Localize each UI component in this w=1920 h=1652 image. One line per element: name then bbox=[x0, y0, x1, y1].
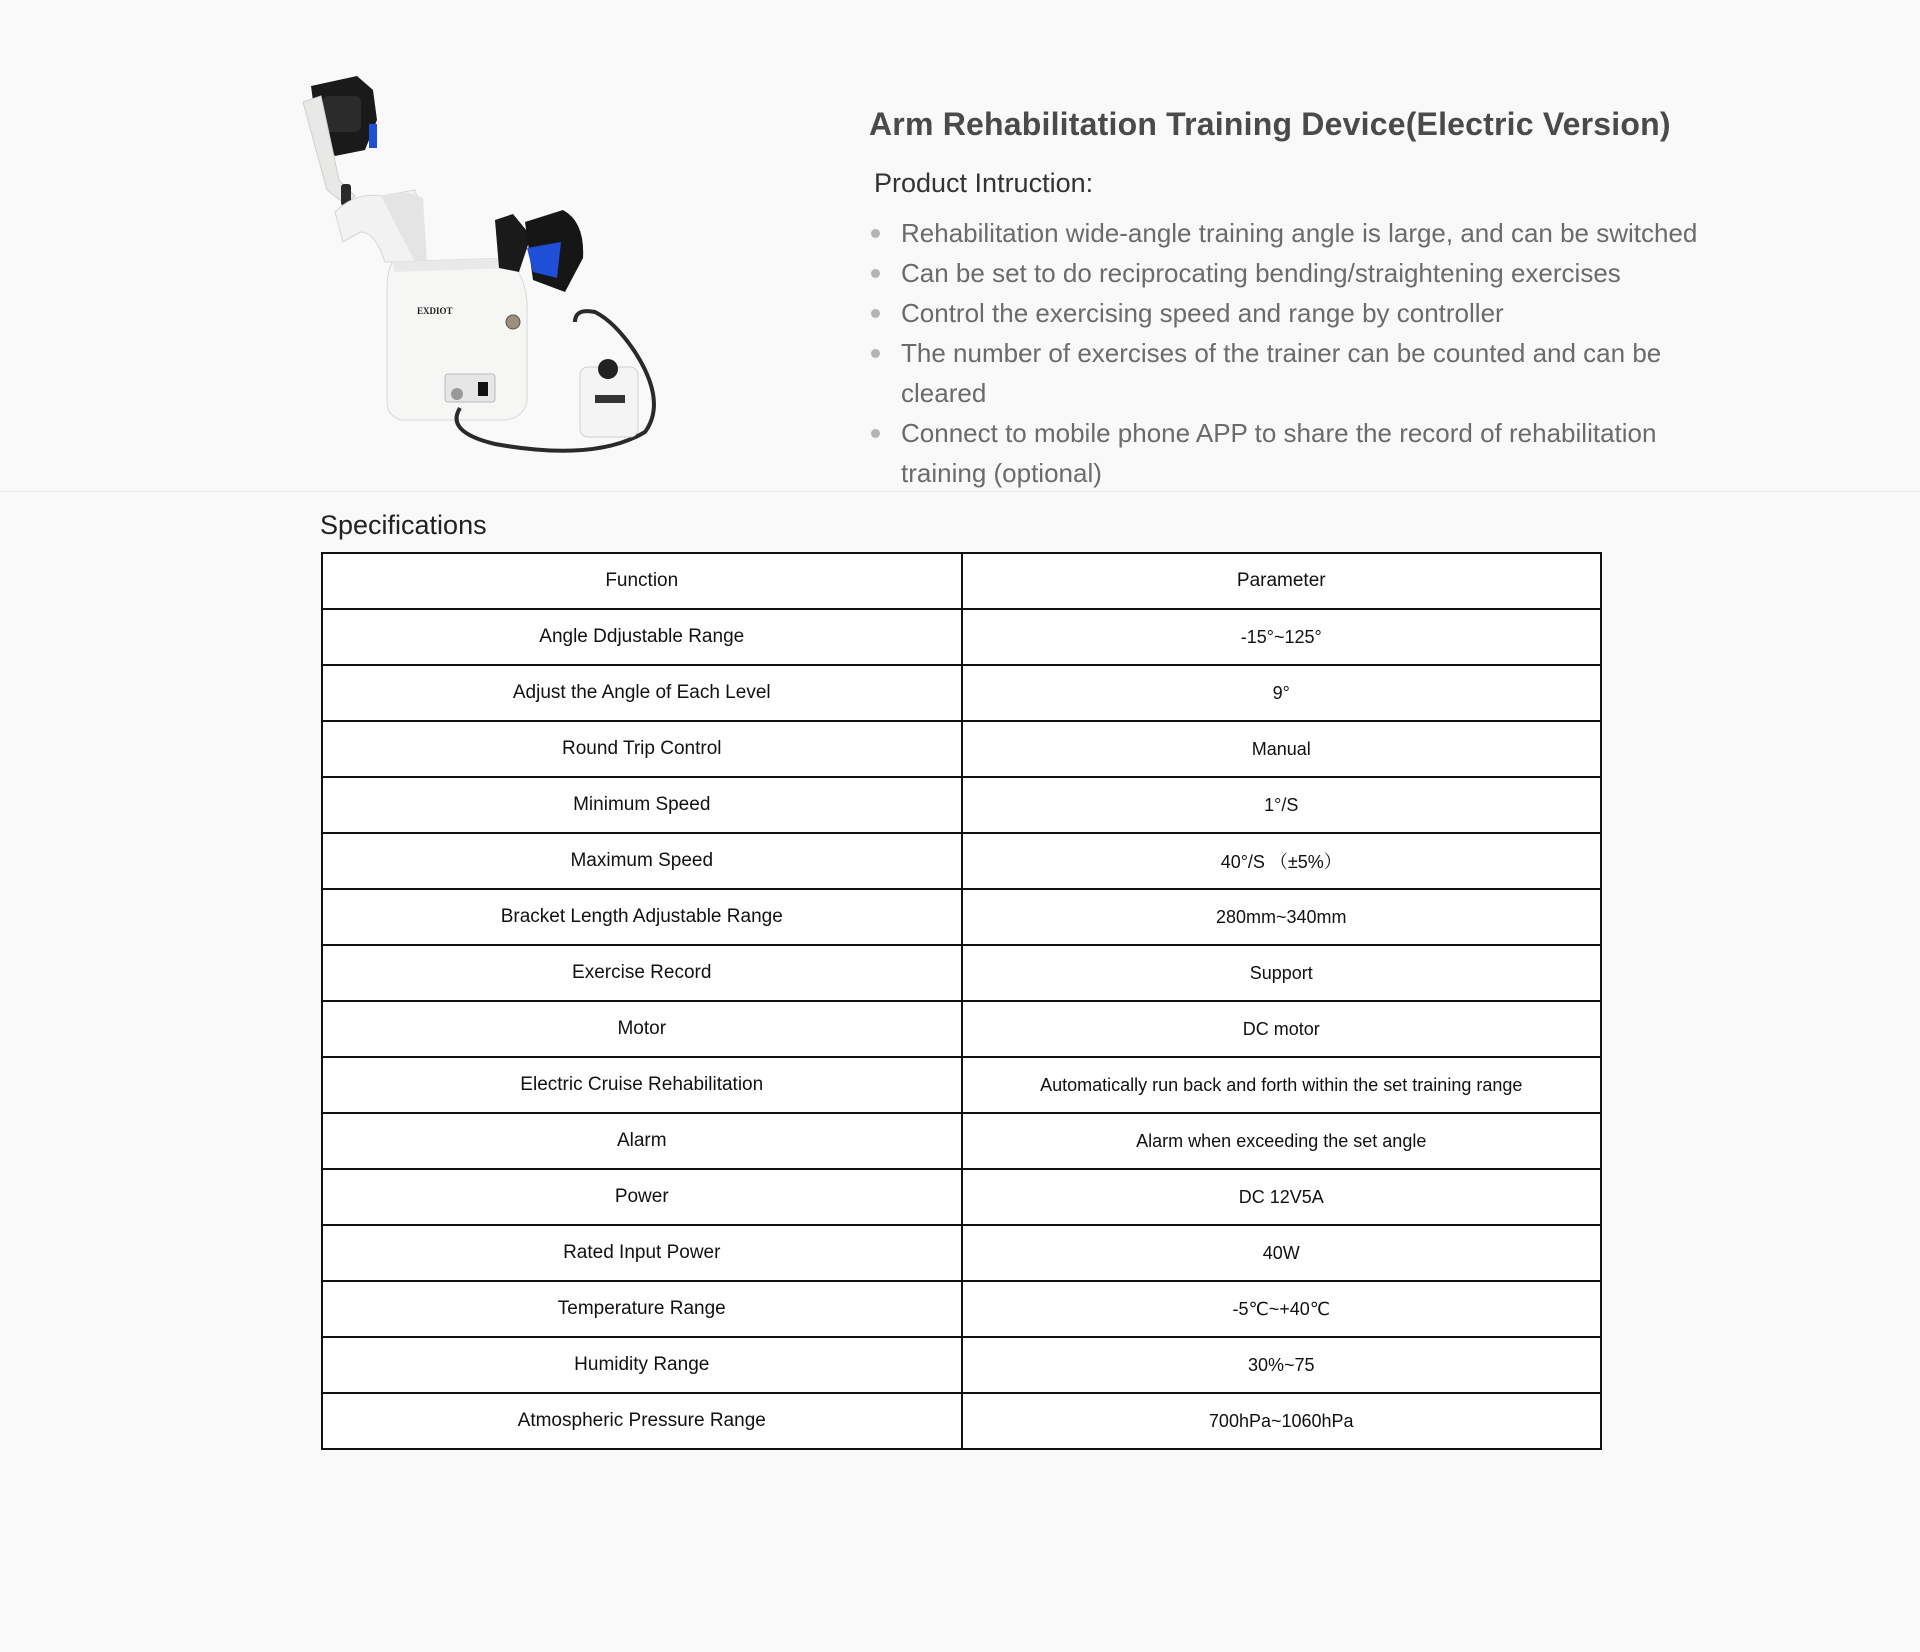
feature-text: Control the exercising speed and range by controller bbox=[901, 298, 1504, 328]
function-cell: Power bbox=[322, 1169, 962, 1225]
bullet-icon bbox=[871, 229, 880, 238]
function-cell: Temperature Range bbox=[322, 1281, 962, 1337]
table-header-row bbox=[322, 553, 1601, 609]
function-cell: Maximum Speed bbox=[322, 833, 962, 889]
feature-item bbox=[868, 333, 1868, 413]
table-row bbox=[322, 1057, 1601, 1113]
parameter-cell: Manual bbox=[962, 721, 1602, 777]
feature-item bbox=[868, 293, 1868, 333]
table-row bbox=[322, 945, 1601, 1001]
bullet-icon bbox=[871, 269, 880, 278]
bullet-icon bbox=[871, 309, 880, 318]
function-cell: Exercise Record bbox=[322, 945, 962, 1001]
parameter-cell: 280mm~340mm bbox=[962, 889, 1602, 945]
function-cell: Electric Cruise Rehabilitation bbox=[322, 1057, 962, 1113]
column-header-function: Function bbox=[322, 553, 962, 609]
product-image bbox=[295, 72, 670, 462]
table-row bbox=[322, 665, 1601, 721]
feature-item bbox=[868, 253, 1868, 293]
parameter-cell: -15°~125° bbox=[962, 609, 1602, 665]
table-row bbox=[322, 1281, 1601, 1337]
parameter-cell: -5℃~+40℃ bbox=[962, 1281, 1602, 1337]
product-overview bbox=[0, 0, 1920, 491]
bullet-icon bbox=[871, 349, 880, 358]
parameter-cell: 40W bbox=[962, 1225, 1602, 1281]
parameter-cell: Support bbox=[962, 945, 1602, 1001]
feature-text: Can be set to do reciprocating bending/straightening exercises bbox=[901, 258, 1621, 288]
parameter-cell: 1°/S bbox=[962, 777, 1602, 833]
table-row bbox=[322, 1001, 1601, 1057]
specifications-table bbox=[321, 552, 1602, 1450]
function-cell: Angle Ddjustable Range bbox=[322, 609, 962, 665]
function-cell: Round Trip Control bbox=[322, 721, 962, 777]
intro-heading: Product Intruction: bbox=[874, 168, 1094, 198]
parameter-cell: 40°/S （±5%） bbox=[962, 833, 1602, 889]
feature-item bbox=[868, 213, 1868, 253]
feature-text: Rehabilitation wide-angle training angle is large, and can be switched bbox=[901, 218, 1698, 248]
parameter-cell: DC motor bbox=[962, 1001, 1602, 1057]
table-row bbox=[322, 1225, 1601, 1281]
table-row bbox=[322, 889, 1601, 945]
feature-list bbox=[868, 213, 1868, 493]
table-row bbox=[322, 833, 1601, 889]
function-cell: Bracket Length Adjustable Range bbox=[322, 889, 962, 945]
parameter-cell: 700hPa~1060hPa bbox=[962, 1393, 1602, 1449]
feature-text: Connect to mobile phone APP to share the record of rehabilitation training (optional) bbox=[901, 418, 1657, 488]
table-row bbox=[322, 1169, 1601, 1225]
parameter-cell: Automatically run back and forth within the set training range bbox=[962, 1057, 1602, 1113]
column-header-parameter: Parameter bbox=[962, 553, 1602, 609]
product-title: Arm Rehabilitation Training Device(Electric Version) bbox=[869, 106, 1671, 142]
bullet-icon bbox=[871, 429, 880, 438]
specifications-heading: Specifications bbox=[320, 510, 487, 540]
table-row bbox=[322, 721, 1601, 777]
feature-text: The number of exercises of the trainer can be counted and can be cleared bbox=[901, 338, 1662, 408]
parameter-cell: 9° bbox=[962, 665, 1602, 721]
svg-text:EXDIOT: EXDIOT bbox=[417, 306, 453, 316]
feature-item bbox=[868, 413, 1868, 493]
table-row bbox=[322, 1337, 1601, 1393]
table-row bbox=[322, 609, 1601, 665]
table-row bbox=[322, 777, 1601, 833]
function-cell: Rated Input Power bbox=[322, 1225, 962, 1281]
parameter-cell: DC 12V5A bbox=[962, 1169, 1602, 1225]
function-cell: Motor bbox=[322, 1001, 962, 1057]
function-cell: Humidity Range bbox=[322, 1337, 962, 1393]
section-divider bbox=[0, 491, 1920, 492]
function-cell: Minimum Speed bbox=[322, 777, 962, 833]
function-cell: Atmospheric Pressure Range bbox=[322, 1393, 962, 1449]
table-row bbox=[322, 1393, 1601, 1449]
parameter-cell: 30%~75 bbox=[962, 1337, 1602, 1393]
function-cell: Adjust the Angle of Each Level bbox=[322, 665, 962, 721]
parameter-cell: Alarm when exceeding the set angle bbox=[962, 1113, 1602, 1169]
table-row bbox=[322, 1113, 1601, 1169]
function-cell: Alarm bbox=[322, 1113, 962, 1169]
